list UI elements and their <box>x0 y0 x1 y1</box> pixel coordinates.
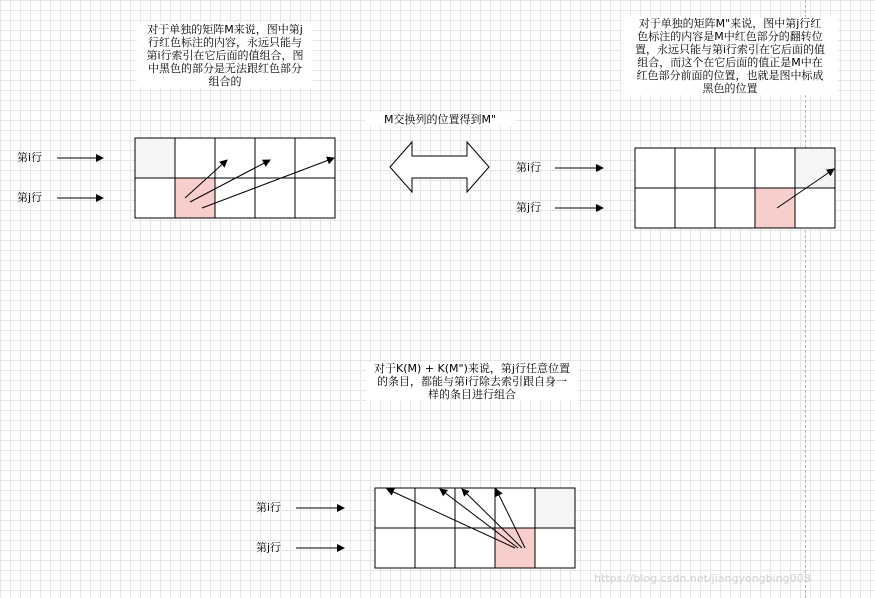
left-matrix-cell-r0-c1 <box>175 138 215 178</box>
swap-double-arrow <box>390 142 489 192</box>
watermark: https://blog.csdn.net/jiangyongbing008 <box>594 572 811 585</box>
left-matrix-cell-r0-c4 <box>295 138 335 178</box>
left-matrix-red-cell-r1-c1 <box>175 178 215 218</box>
left-matrix-cell-r1-c0 <box>135 178 175 218</box>
left-matrix-cell-r0-c2 <box>215 138 255 178</box>
right-matrix-cell-r1-c4 <box>795 188 835 228</box>
bottom-matrix-cell-r0-c0 <box>375 488 415 528</box>
right-matrix-cell-r1-c2 <box>715 188 755 228</box>
right-matrix-cell-r1-c0 <box>635 188 675 228</box>
matrix-k-sum <box>375 488 575 568</box>
bottom-matrix-gray-cell-r0-c4 <box>535 488 575 528</box>
right-matrix-cell-r0-c3 <box>755 148 795 188</box>
left-matrix-cell-r1-c4 <box>295 178 335 218</box>
bottom-matrix-cell-r1-c2 <box>455 528 495 568</box>
bottom-row-i-label: 第i行 <box>256 501 282 514</box>
bottom-matrix-cell-r1-c0 <box>375 528 415 568</box>
right-row-i-label: 第i行 <box>516 161 542 174</box>
right-matrix-cell-r1-c1 <box>675 188 715 228</box>
bottom-matrix-cell-r0-c3 <box>495 488 535 528</box>
note-swap-columns: M交换列的位置得到M" <box>365 113 515 126</box>
bottom-matrix-cell-r0-c2 <box>455 488 495 528</box>
right-matrix-cell-r0-c0 <box>635 148 675 188</box>
right-matrix-red-cell-r1-c3 <box>755 188 795 228</box>
left-matrix-gray-cell-r0-c0 <box>135 138 175 178</box>
left-matrix-cell-r0-c3 <box>255 138 295 178</box>
left-matrix-cell-r1-c2 <box>215 178 255 218</box>
matrix-m-double-prime <box>635 148 835 228</box>
left-matrix-cell-r1-c3 <box>255 178 295 218</box>
left-row-j-label: 第j行 <box>17 191 43 204</box>
left-row-i-label: 第i行 <box>17 151 43 164</box>
note-k-sum: 对于K(M) + K(M")来说，第j行任意位置 的条目，都能与第i行除去索引跟自身一 样的条目进行组合 <box>366 362 578 401</box>
note-matrix-m: 对于单独的矩阵M来说，图中第j 行红色标注的内容，永远只能与 第i行索引在它后面的值组合，图 中黑色的部分是无法跟红色部分 组合的 <box>137 23 313 88</box>
right-matrix-cell-r0-c2 <box>715 148 755 188</box>
right-matrix-cell-r0-c1 <box>675 148 715 188</box>
note-matrix-m-double-prime: 对于单独的矩阵M"来说，图中第j行红 色标注的内容是M中红色部分的翻转位 置，永远只能与第i行索引在它后面的值 组合，而这个在它后面的值正是M中在 红色部分前面的位置，也就是图中标成 黑色的位置 <box>622 17 838 95</box>
bottom-matrix-cell-r1-c4 <box>535 528 575 568</box>
bottom-matrix-cell-r1-c1 <box>415 528 455 568</box>
bottom-matrix-cell-r0-c1 <box>415 488 455 528</box>
right-row-j-label: 第j行 <box>516 201 542 214</box>
bottom-row-j-label: 第j行 <box>256 541 282 554</box>
